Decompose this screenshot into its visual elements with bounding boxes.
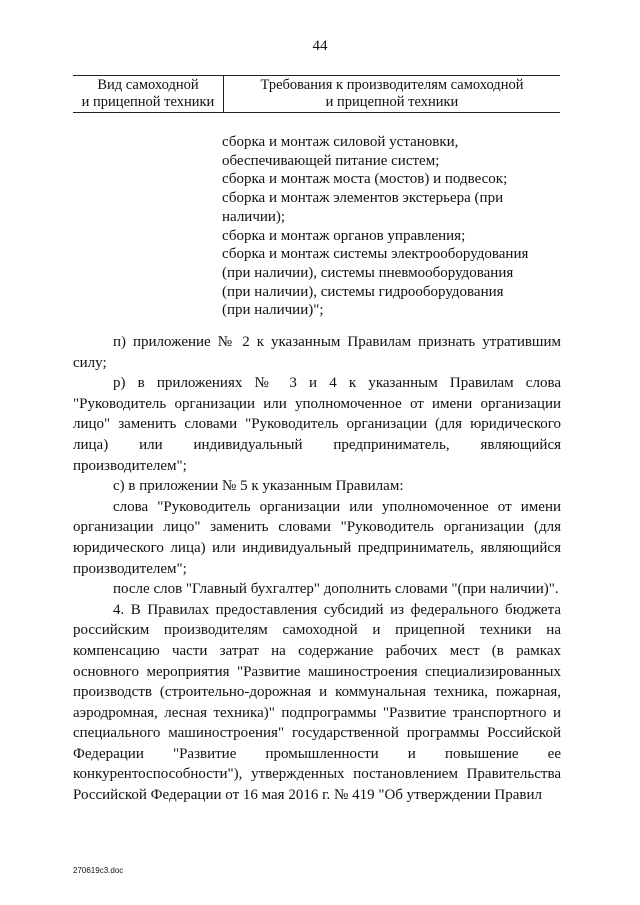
list-line: сборка и монтаж органов управления;: [222, 227, 466, 244]
table-header-left: [73, 76, 224, 112]
list-line: (при наличии), системы пневмооборудования: [222, 264, 514, 281]
paragraph-r: р) в приложениях № 3 и 4 к указанным Правилам слова "Руководитель организации или уполномоченное от имени организации лицо" заменить словами "Руководитель организации (для юридического лица) или индивидуальный предприниматель, являющийся производителем";: [73, 375, 561, 474]
document-body: [73, 332, 561, 806]
paragraph-s-words: слова "Руководитель организации или уполномоченное от имени организации лицо" заменить словами "Руководитель организации (для юридического лица) или индивидуальный предприниматель, являющийся производителем";: [73, 498, 561, 577]
paragraph-p: п) приложение № 2 к указанным Правилам признать утратившим силу;: [73, 334, 561, 371]
table-header-right-line: и прицепной техники: [325, 94, 459, 110]
table-header-right-line: Требования к производителям самоходной: [260, 77, 524, 93]
list-line: наличии);: [222, 208, 286, 225]
list-line: обеспечивающей питание систем;: [222, 152, 440, 169]
requirements-list: [222, 133, 562, 320]
paragraph-s: с) в приложении № 5 к указанным Правилам:: [113, 478, 404, 495]
table-header: [73, 75, 560, 113]
table-header-left-line: Вид самоходной: [97, 77, 199, 93]
page-number: 44: [312, 38, 328, 54]
list-line: сборка и монтаж силовой установки,: [222, 134, 459, 150]
list-line: (при наличии), системы гидрооборудования: [222, 283, 504, 300]
list-line: сборка и монтаж системы электрооборудования: [222, 246, 529, 263]
list-line: сборка и монтаж моста (мостов) и подвесок;: [222, 171, 508, 188]
paragraph-s-after: после слов "Главный бухгалтер" дополнить словами "(при наличии)".: [113, 581, 559, 598]
list-line: (при наличии)";: [222, 302, 324, 319]
table-header-left-line: и прицепной техники: [81, 94, 215, 110]
table-header-right: [224, 76, 560, 112]
paragraph-4: 4. В Правилах предоставления субсидий из федерального бюджета российским производителям самоходной и прицепной техники на компенсацию части затрат на содержание рабочих мест (в рамках основного мероприятия "Развитие машиностроения специализированных производств (строительно-дорожная и коммунальная техника, пожарная, аэродромная, лесная техника)" подпрограммы "Развитие транспортного и специального машиностроения" государственной программы Российской Федерации "Развитие промышленности и повышение ее конкурентоспособности"), утвержденных постановлением Правительства Российской Федерации от 16 мая 2016 г. № 419 "Об утверждении Правил: [73, 601, 561, 804]
file-name-footer: 270619c3.doc: [73, 866, 124, 875]
list-line: сборка и монтаж элементов экстерьера (при: [222, 190, 504, 207]
